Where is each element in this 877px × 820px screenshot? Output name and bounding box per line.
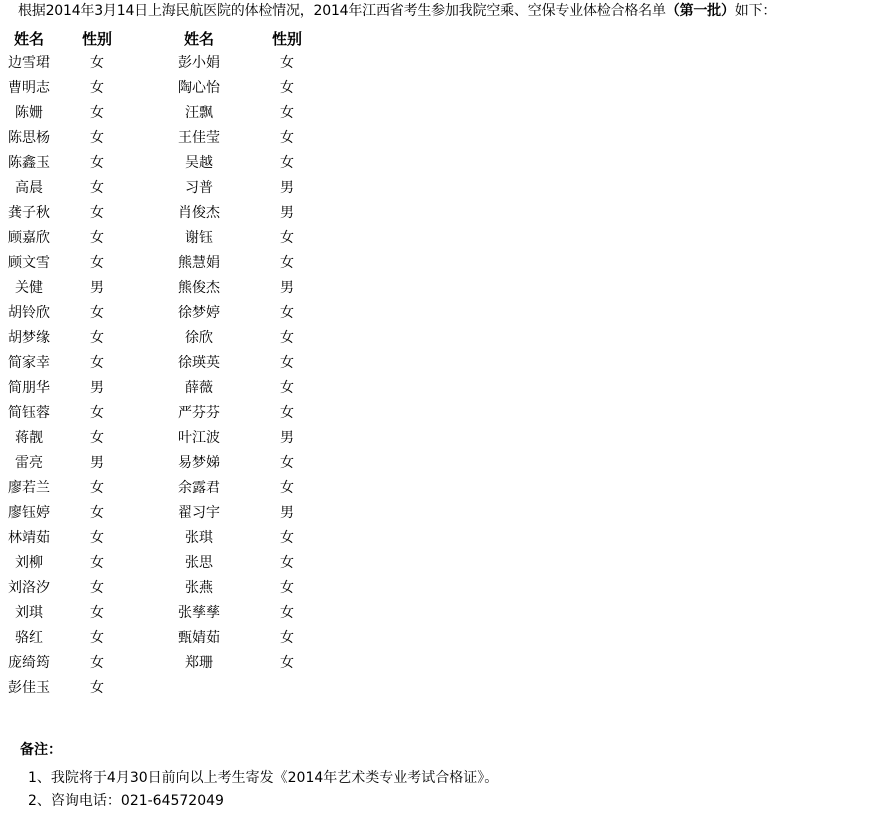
student-gender-cell: 女 bbox=[90, 230, 104, 246]
student-gender-cell: 女 bbox=[280, 130, 294, 146]
student-name-cell: 徐梦婷 bbox=[178, 305, 220, 321]
student-gender-cell: 女 bbox=[90, 430, 104, 446]
student-gender-cell: 女 bbox=[90, 405, 104, 421]
student-name-cell: 张燕 bbox=[185, 580, 213, 596]
student-name-cell: 张思 bbox=[185, 555, 213, 571]
student-name-cell: 顾嘉欣 bbox=[8, 230, 50, 246]
student-name-cell: 顾文雪 bbox=[8, 255, 50, 271]
left-gender-header: 性别 bbox=[81, 30, 112, 48]
note-item-2: 2、咨询电话：021-64572049 bbox=[28, 793, 224, 809]
student-name-cell: 郑珊 bbox=[185, 655, 213, 671]
student-name-cell: 刘柳 bbox=[15, 555, 43, 571]
student-gender-cell: 男 bbox=[280, 280, 294, 296]
student-name-cell: 曹明志 bbox=[8, 80, 50, 96]
student-name-cell: 骆红 bbox=[15, 630, 43, 646]
student-name-cell: 简朋华 bbox=[8, 380, 50, 396]
student-name-cell: 陶心怡 bbox=[178, 80, 220, 96]
student-name-cell: 徐欣 bbox=[185, 330, 213, 346]
right-gender-list bbox=[262, 51, 312, 676]
student-name-cell: 蒋靓 bbox=[15, 430, 43, 446]
student-name-cell: 陈鑫玉 bbox=[8, 155, 50, 171]
student-gender-cell: 女 bbox=[280, 305, 294, 321]
student-gender-cell: 女 bbox=[280, 580, 294, 596]
student-gender-cell: 女 bbox=[90, 680, 104, 696]
student-name-cell: 彭佳玉 bbox=[8, 680, 50, 696]
student-gender-cell: 女 bbox=[90, 155, 104, 171]
student-name-cell: 薛薇 bbox=[185, 380, 213, 396]
student-name-cell: 简家幸 bbox=[8, 355, 50, 371]
student-name-cell: 胡梦缘 bbox=[8, 330, 50, 346]
left-name-column bbox=[0, 28, 58, 701]
student-name-cell: 边雪珺 bbox=[8, 55, 50, 71]
student-gender-cell: 女 bbox=[90, 530, 104, 546]
student-gender-cell: 男 bbox=[90, 380, 104, 396]
student-gender-cell: 男 bbox=[280, 180, 294, 196]
student-gender-cell: 女 bbox=[90, 205, 104, 221]
left-name-list bbox=[0, 51, 58, 701]
student-name-cell: 张琪 bbox=[185, 530, 213, 546]
student-name-cell: 甄婧茹 bbox=[178, 630, 220, 646]
student-gender-cell: 女 bbox=[280, 605, 294, 621]
student-gender-cell: 女 bbox=[280, 405, 294, 421]
student-name-cell: 陈思杨 bbox=[8, 130, 50, 146]
student-name-cell: 徐瑛英 bbox=[178, 355, 220, 371]
student-gender-cell: 女 bbox=[280, 555, 294, 571]
student-name-cell: 汪飘 bbox=[185, 105, 213, 121]
student-gender-cell: 女 bbox=[280, 255, 294, 271]
student-gender-cell: 女 bbox=[90, 480, 104, 496]
student-gender-cell: 男 bbox=[90, 455, 104, 471]
intro-suffix: 如下： bbox=[734, 3, 777, 19]
notes-title: 备注： bbox=[20, 742, 62, 758]
student-name-cell: 胡铃欣 bbox=[8, 305, 50, 321]
student-gender-cell: 女 bbox=[90, 605, 104, 621]
student-gender-cell: 女 bbox=[90, 55, 104, 71]
right-gender-column bbox=[262, 28, 312, 676]
student-name-cell: 谢钰 bbox=[185, 230, 213, 246]
right-gender-header: 性别 bbox=[271, 30, 302, 48]
student-gender-cell: 男 bbox=[280, 505, 294, 521]
student-gender-cell: 女 bbox=[280, 480, 294, 496]
right-name-column bbox=[170, 28, 228, 676]
student-gender-cell: 女 bbox=[90, 80, 104, 96]
student-gender-cell: 女 bbox=[280, 455, 294, 471]
student-name-cell: 严芬芬 bbox=[178, 405, 220, 421]
left-gender-column bbox=[72, 28, 122, 701]
student-name-cell: 陈姗 bbox=[15, 105, 43, 121]
student-gender-cell: 男 bbox=[280, 205, 294, 221]
student-name-cell: 吴越 bbox=[185, 155, 213, 171]
student-gender-cell: 男 bbox=[280, 430, 294, 446]
student-gender-cell: 女 bbox=[280, 80, 294, 96]
student-gender-cell: 女 bbox=[280, 380, 294, 396]
student-name-cell: 雷亮 bbox=[15, 455, 43, 471]
student-gender-cell: 女 bbox=[90, 130, 104, 146]
student-name-cell: 王佳莹 bbox=[178, 130, 220, 146]
student-name-cell: 翟习宇 bbox=[178, 505, 220, 521]
student-name-cell: 龚子秋 bbox=[8, 205, 50, 221]
student-gender-cell: 女 bbox=[90, 180, 104, 196]
student-name-cell: 余露君 bbox=[178, 480, 220, 496]
student-name-cell: 刘洛汐 bbox=[8, 580, 50, 596]
intro-batch-label: （第一批） bbox=[665, 3, 735, 19]
student-name-cell: 彭小娟 bbox=[178, 55, 220, 71]
student-gender-cell: 女 bbox=[280, 330, 294, 346]
student-name-cell: 习普 bbox=[185, 180, 213, 196]
student-name-cell: 林靖茹 bbox=[8, 530, 50, 546]
intro-text: 根据2014年3月14日上海民航医院的体检情况，2014年江西省考生参加我院空乘、空保专业体检合格名单 bbox=[18, 3, 666, 19]
student-gender-cell: 女 bbox=[90, 505, 104, 521]
student-gender-cell: 女 bbox=[280, 355, 294, 371]
student-name-cell: 熊慧娟 bbox=[178, 255, 220, 271]
student-name-cell: 刘琪 bbox=[15, 605, 43, 621]
student-name-cell: 易梦娣 bbox=[178, 455, 220, 471]
student-gender-cell: 女 bbox=[90, 255, 104, 271]
student-gender-cell: 女 bbox=[90, 355, 104, 371]
student-gender-cell: 女 bbox=[280, 630, 294, 646]
student-name-cell: 廖钰婷 bbox=[8, 505, 50, 521]
student-gender-cell: 女 bbox=[90, 305, 104, 321]
student-gender-cell: 女 bbox=[90, 580, 104, 596]
student-gender-cell: 女 bbox=[90, 330, 104, 346]
note-item-1: 1、我院将于4月30日前向以上考生寄发《2014年艺术类专业考试合格证》。 bbox=[28, 770, 499, 786]
student-gender-cell: 女 bbox=[280, 655, 294, 671]
intro-paragraph bbox=[18, 1, 776, 21]
student-gender-cell: 女 bbox=[280, 105, 294, 121]
student-gender-cell: 女 bbox=[90, 655, 104, 671]
student-gender-cell: 女 bbox=[90, 555, 104, 571]
student-name-cell: 叶江波 bbox=[178, 430, 220, 446]
student-name-cell: 关健 bbox=[15, 280, 43, 296]
right-name-list bbox=[170, 51, 228, 676]
student-name-cell: 廖若兰 bbox=[8, 480, 50, 496]
student-gender-cell: 女 bbox=[280, 230, 294, 246]
student-gender-cell: 男 bbox=[90, 280, 104, 296]
student-gender-cell: 女 bbox=[90, 630, 104, 646]
student-name-cell: 简钰蓉 bbox=[8, 405, 50, 421]
student-gender-cell: 女 bbox=[280, 155, 294, 171]
left-name-header: 姓名 bbox=[13, 30, 44, 48]
student-name-cell: 张孳孳 bbox=[178, 605, 220, 621]
student-gender-cell: 女 bbox=[280, 55, 294, 71]
student-gender-cell: 女 bbox=[280, 530, 294, 546]
student-name-cell: 高晨 bbox=[15, 180, 43, 196]
left-gender-list bbox=[72, 51, 122, 701]
student-name-cell: 肖俊杰 bbox=[178, 205, 220, 221]
student-name-cell: 庞绮筠 bbox=[8, 655, 50, 671]
right-name-header: 姓名 bbox=[183, 30, 214, 48]
student-name-cell: 熊俊杰 bbox=[178, 280, 220, 296]
student-gender-cell: 女 bbox=[90, 105, 104, 121]
